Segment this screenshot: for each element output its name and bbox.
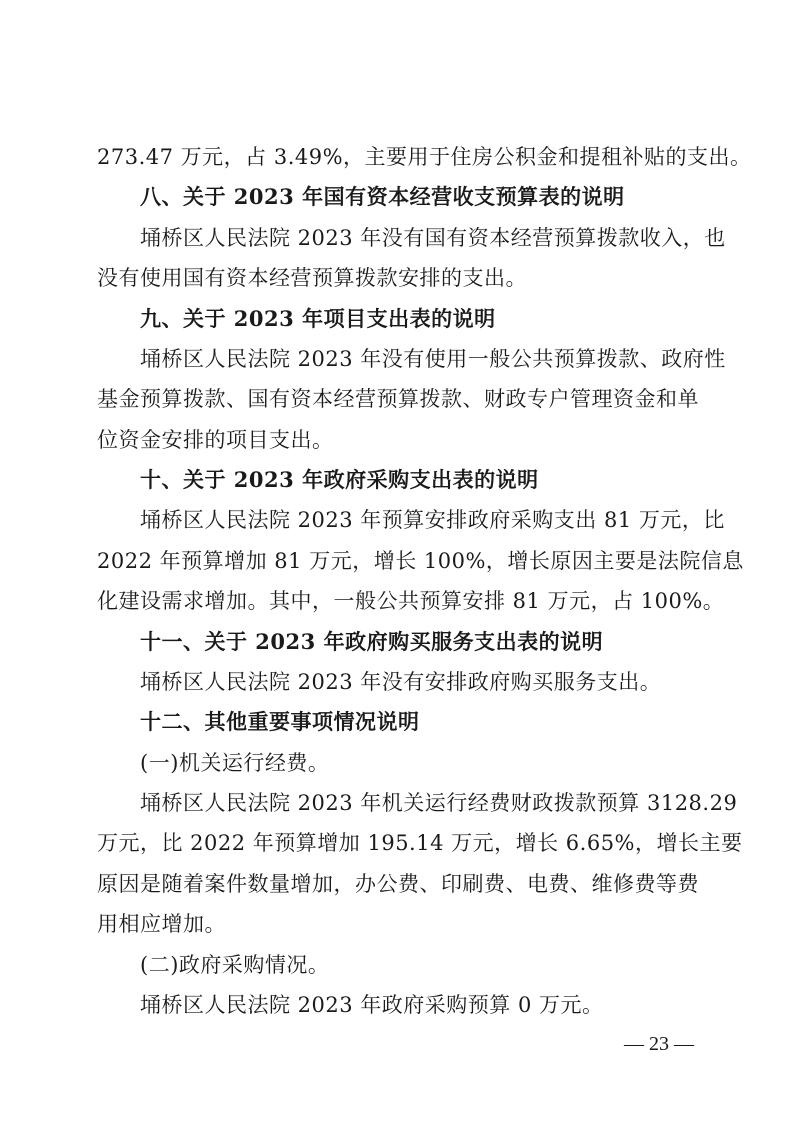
body-line: 原因是随着案件数量增加，办公费、印刷费、电费、维修费等费 [97,872,699,896]
body-line: 用相应增加。 [97,912,226,936]
body-line: 埇桥区人民法院 2023 年没有安排政府购买服务支出。 [140,670,662,694]
section-heading-8: 八、关于 2023 年国有资本经营收支预算表的说明 [140,184,625,209]
body-line: 埇桥区人民法院 2023 年没有国有资本经营预算拨款收入，也 [140,226,726,250]
body-line: 基金预算拨款、国有资本经营预算拨款、财政专户管理资金和单 [97,387,699,411]
section-heading-10: 十、关于 2023 年政府采购支出表的说明 [140,467,539,492]
subsection-heading: (二)政府采购情况。 [140,953,330,977]
body-line: 埇桥区人民法院 2023 年没有使用一般公共预算拨款、政府性 [140,347,726,371]
page-number: — 23 — [624,1033,694,1055]
section-heading-11: 十一、关于 2023 年政府购买服务支出表的说明 [140,629,604,654]
body-line: 埇桥区人民法院 2023 年机关运行经费财政拨款预算 3128.29 [140,791,738,815]
body-line: 埇桥区人民法院 2023 年政府采购预算 0 万元。 [140,993,604,1017]
body-line: 埇桥区人民法院 2023 年预算安排政府采购支出 81 万元，比 [140,508,725,532]
body-line: 化建设需求增加。其中，一般公共预算安排 81 万元，占 100%。 [97,589,725,613]
section-heading-12: 十二、其他重要事项情况说明 [140,709,420,734]
body-line: 位资金安排的项目支出。 [97,428,334,452]
body-line: 万元，比 2022 年预算增加 195.14 万元，增长 6.65%，增长主要 [97,831,743,855]
subsection-heading: (一)机关运行经费。 [140,751,330,775]
body-line: 2022 年预算增加 81 万元，增长 100%，增长原因主要是法院信息 [97,549,744,573]
body-line: 没有使用国有资本经营预算拨款安排的支出。 [97,266,527,290]
body-line: 273.47 万元，占 3.49%，主要用于住房公积金和提租补贴的支出。 [97,145,752,169]
section-heading-9: 九、关于 2023 年项目支出表的说明 [140,306,496,331]
